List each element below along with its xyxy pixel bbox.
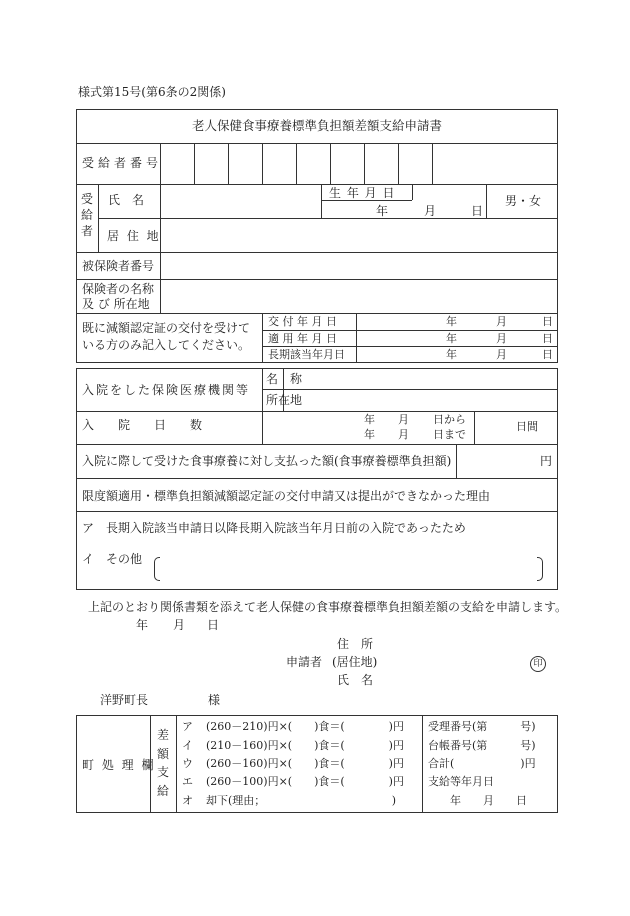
effective-year-unit: 年 bbox=[446, 332, 457, 345]
total-amount: 合計( )円 bbox=[428, 757, 536, 770]
hospital-name-field[interactable] bbox=[284, 369, 557, 388]
issue-date-label: 交 付 年 月 日 bbox=[268, 315, 337, 328]
calc-row-d-letter: エ bbox=[182, 775, 193, 788]
issue-day-unit: 日 bbox=[542, 315, 553, 328]
recipient-number-field[interactable] bbox=[161, 144, 431, 183]
name-label: 氏 名 bbox=[108, 193, 145, 207]
form-number: 様式第15号(第6条の2関係) bbox=[78, 85, 226, 99]
effective-month-unit: 月 bbox=[496, 332, 507, 345]
long-term-day-unit: 日 bbox=[542, 348, 553, 361]
admission-from-month: 月 bbox=[398, 413, 409, 426]
addressee-suffix: 様 bbox=[208, 693, 221, 707]
declaration-text: 上記のとおり関係書類を添えて老人保健の食事療養標準負担額差額の支給を申請します。 bbox=[88, 600, 568, 614]
certificate-note-line1: 既に減額認定証の交付を受けて bbox=[82, 321, 251, 335]
effective-day-unit: 日 bbox=[542, 332, 553, 345]
paid-amount-field[interactable] bbox=[457, 445, 537, 477]
calc-row-e-letter: オ bbox=[182, 794, 193, 807]
admission-to-day: 日まで bbox=[433, 428, 466, 441]
calc-row-a-formula: (260－210)円×( )食＝( )円 bbox=[206, 720, 404, 733]
applicant-label: 申請者 bbox=[286, 655, 323, 669]
insured-number-field[interactable] bbox=[161, 253, 557, 278]
birth-month-unit: 月 bbox=[424, 204, 437, 218]
sex-selector[interactable]: 男・女 bbox=[505, 194, 542, 208]
long-term-date-label: 長期該当年月日 bbox=[268, 348, 345, 361]
hospital-location-field[interactable] bbox=[284, 390, 557, 410]
seal-mark: 印 bbox=[530, 656, 546, 672]
calc-row-e-formula: 却下(理由； ) bbox=[206, 794, 397, 807]
address-label: 居 住 地 bbox=[107, 229, 161, 243]
office-label: 町 処 理 欄 bbox=[82, 758, 156, 772]
applicant-name-label: 氏 名 bbox=[337, 673, 374, 687]
admission-to-year: 年 bbox=[364, 428, 375, 441]
application-year-unit: 年 bbox=[136, 618, 149, 632]
page-title: 老人保健食事療養標準負担額差額支給申請書 bbox=[191, 118, 442, 133]
paid-amount-label: 入院に際して受けた食事療養に対し支払った額(食事療養標準負担額) bbox=[82, 454, 452, 468]
addressee: 洋野町長 bbox=[100, 693, 149, 707]
application-month-unit: 月 bbox=[173, 618, 186, 632]
recipient-number-label: 受給者番号 bbox=[82, 156, 163, 170]
calc-row-a-letter: ア bbox=[182, 720, 193, 733]
applicant-residence-label: (居住地) bbox=[332, 655, 378, 669]
application-day-unit: 日 bbox=[207, 618, 220, 632]
hospital-name-label: 名 称 bbox=[266, 372, 303, 386]
insurer-field[interactable] bbox=[161, 280, 557, 312]
admission-from-year: 年 bbox=[364, 413, 375, 426]
insured-number-label: 被保険者番号 bbox=[82, 259, 155, 273]
calc-row-b-formula: (210－160)円×( )食＝( )円 bbox=[206, 739, 404, 752]
diff-payment-label: 差額支給 bbox=[156, 728, 169, 798]
reason-other-left-bracket bbox=[154, 557, 160, 581]
payment-date-value: 年 月 日 bbox=[450, 794, 527, 807]
paid-amount-unit: 円 bbox=[540, 454, 553, 468]
admission-to-month: 月 bbox=[398, 428, 409, 441]
birth-date-label: 生 年 月 日 bbox=[329, 186, 396, 200]
hospital-location-label: 所在地 bbox=[266, 393, 303, 407]
admission-days-unit: 日間 bbox=[516, 420, 538, 433]
reason-option-a[interactable]: ア 長期入院該当申請日以降長期入院該当年月日前の入院であったため bbox=[82, 521, 466, 535]
payment-date-label: 支給等年月日 bbox=[428, 775, 494, 788]
issue-year-unit: 年 bbox=[446, 315, 457, 328]
reason-other-field[interactable] bbox=[162, 557, 534, 579]
admission-days-label: 入 院 日 数 bbox=[82, 418, 203, 432]
birth-year-unit: 年 bbox=[376, 204, 389, 218]
receipt-number: 受理番号(第 号) bbox=[428, 720, 536, 733]
calc-row-c-formula: (260－160)円×( )食＝( )円 bbox=[206, 757, 404, 770]
certificate-note-line2: いる方のみ記入してください。 bbox=[82, 338, 251, 352]
insurer-label-line1: 保険者の名称 bbox=[82, 282, 155, 296]
reason-option-b[interactable]: イ その他 bbox=[82, 552, 143, 566]
applicant-address-label: 住 所 bbox=[337, 637, 374, 651]
effective-date-label: 適 用 年 月 日 bbox=[268, 332, 337, 345]
address-field[interactable] bbox=[161, 219, 557, 251]
hospital-label: 入院をした保険医療機関等 bbox=[82, 383, 251, 397]
long-term-month-unit: 月 bbox=[496, 348, 507, 361]
name-field[interactable] bbox=[161, 185, 320, 218]
long-term-year-unit: 年 bbox=[446, 348, 457, 361]
calc-row-d-formula: (260－100)円×( )食＝( )円 bbox=[206, 775, 404, 788]
reason-other-right-bracket bbox=[537, 557, 543, 581]
birth-day-unit: 日 bbox=[471, 204, 484, 218]
recipient-group-label: 受給者 bbox=[80, 192, 93, 239]
admission-from-day: 日から bbox=[433, 413, 466, 426]
insurer-label-line2: 及 び 所在地 bbox=[82, 297, 150, 311]
reason-heading: 限度額適用・標準負担額減額認定証の交付申請又は提出ができなかった理由 bbox=[82, 489, 491, 503]
calc-row-b-letter: イ bbox=[182, 739, 193, 752]
issue-month-unit: 月 bbox=[496, 315, 507, 328]
ledger-number: 台帳番号(第 号) bbox=[428, 739, 536, 752]
calc-row-c-letter: ウ bbox=[182, 757, 193, 770]
